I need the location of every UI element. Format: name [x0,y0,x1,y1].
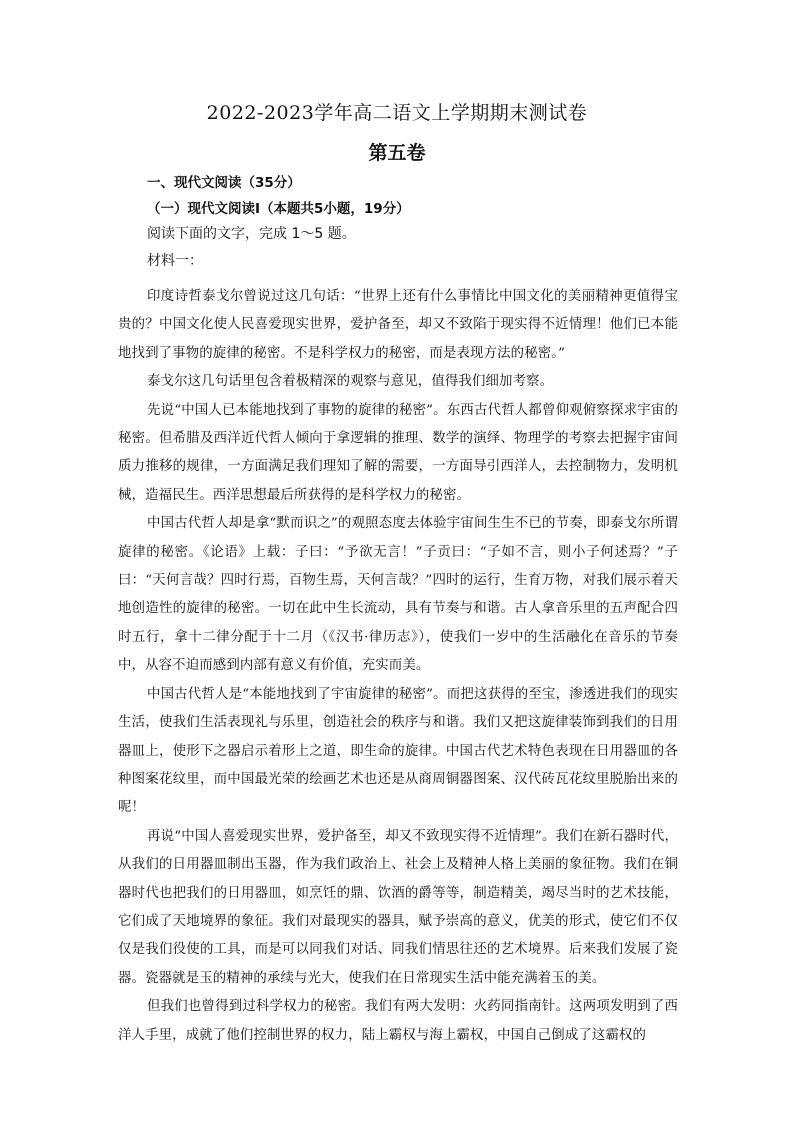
paragraph: 先说“中国人已本能地找到了事物的旋律的秘密”。东西古代哲人都曾仰观俯察探求宇宙的秘密。但希腊及西洋近代哲人倾向于拿逻辑的推理、数学的演绎、物理学的考察去把握宇宙间质力推移的规律，一方面满足我们理知了解的需要，一方面导引西洋人，去控制物力，发明机械，造福民生。西洋思想最后所获得的是科学权力的秘密。 [118,402,678,503]
paragraph: 再说“中国人喜爱现实世界，爱护备至，却又不致现实得不近情理”。我们在新石器时代，从我们的日用器皿制出玉器，作为我们政治上、社会上及精神人格上美丽的象征物。我们在铜器时代也把我们的日用器皿，如烹饪的鼎、饮酒的爵等等，制造精美，竭尽当时的艺术技能，它们成了天地境界的象征。我们对最现实的器具，赋予崇高的意义，优美的形式，使它们不仅仅是我们役使的工具，而是可以同我们对话、同我们情思往还的艺术境界。后来我们发展了瓷器。瓷器就是玉的精神的承续与光大，使我们在日常现实生活中能充满着玉的美。 [118,828,678,986]
document-body [118,173,678,1050]
paragraph: 中国古代哲人却是拿“默而识之”的观照态度去体验宇宙间生生不已的节奏，即泰戈尔所谓旋律的秘密。《论语》上载：子曰：“予欲无言！”子贡曰：“子如不言，则小子何述焉？”子曰：“天何言哉？四时行焉，百物生焉，天何言哉？”四时的运行，生育万物，对我们展示着天地创造性的旋律的秘密。一切在此中生长流动，具有节奏与和谐。古人拿音乐里的五声配合四时五行，拿十二律分配于十二月（《汉书·律历志》），使我们一岁中的生活融化在音乐的节奏中，从容不迫而感到内部有意义有价值，充实而美。 [118,516,678,674]
section-heading: 一、现代文阅读（35分） [147,175,301,191]
material-label: 材料一： [147,253,203,269]
document-subtitle: 第五卷 [368,142,426,164]
paragraph: 印度诗哲泰戈尔曾说过这几句话：“世界上还有什么事情比中国文化的美丽精神更值得宝贵的？中国文化使人民喜爱现实世界，爱护备至，却又不致陷于现实得不近情理！他们已本能地找到了事物的旋律的秘密。不是科学权力的秘密，而是表现方法的秘密。” [118,289,678,361]
paragraph: 泰戈尔这几句话里包含着极精深的观察与意见，值得我们细加考察。 [147,374,554,390]
paragraph: 但我们也曾得到过科学权力的秘密。我们有两大发明：火药同指南针。这两项发明到了西洋人手里，成就了他们控制世界的权力，陆上霸权与海上霸权，中国自己倒成了这霸权的 [118,999,678,1043]
paragraph: 中国古代哲人是“本能地找到了宇宙旋律的秘密”。而把这获得的至宝，渗透进我们的现实生活，使我们生活表现礼与乐里，创造社会的秩序与和谐。我们又把这旋律装饰到我们的日用器皿上，使形下之器启示着形上之道，即生命的旋律。中国古代艺术特色表现在日用器皿的各种图案花纹里，而中国最光荣的绘画艺术也还是从商周铜器图案、汉代砖瓦花纹里脱胎出来的呢！ [118,686,678,816]
document-title: 2022-2023学年高二语文上学期期末测试卷 [206,102,588,124]
instruction-text: 阅读下面的文字，完成 1～5 题。 [147,226,356,242]
subsection-heading: （一）现代文阅读Ⅰ（本题共5小题，19分） [147,201,410,217]
